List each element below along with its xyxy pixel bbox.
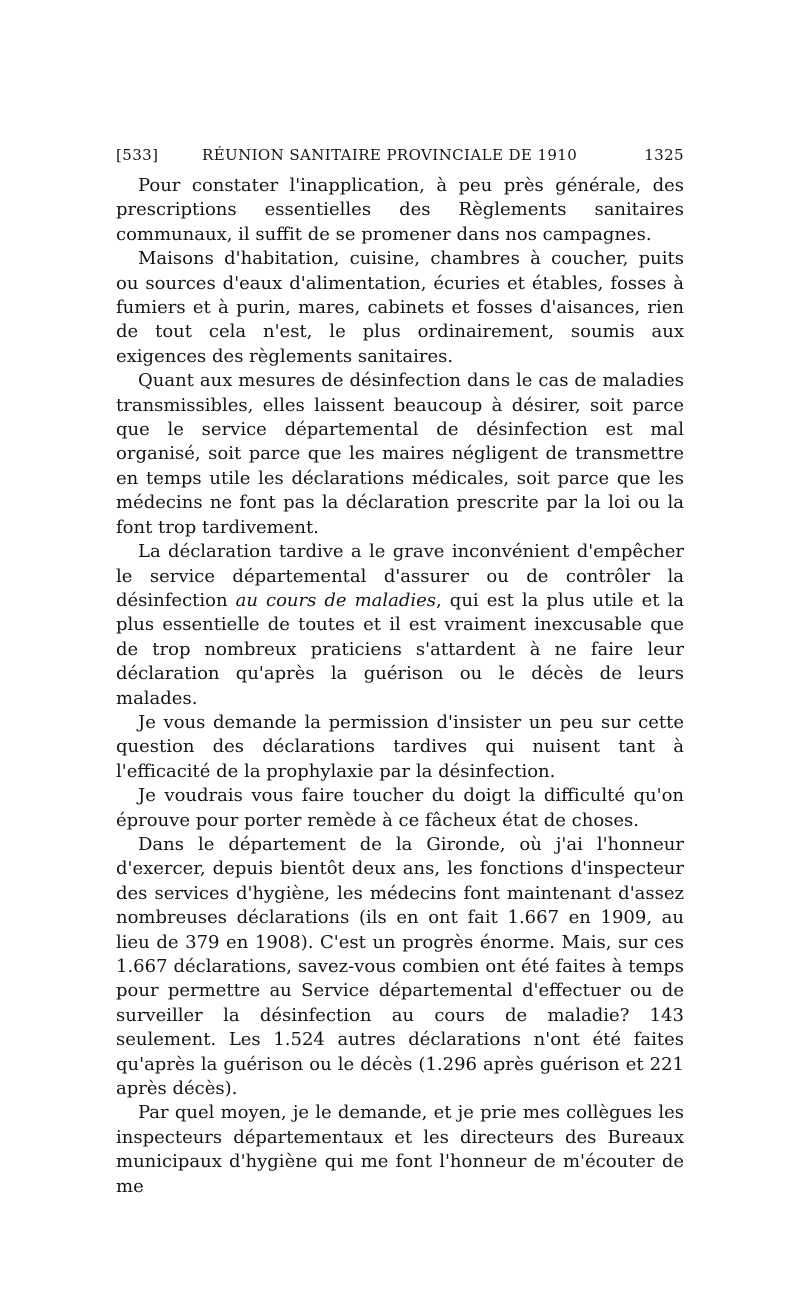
section-reference: [533]: [116, 146, 159, 164]
paragraph: Pour constater l'inapplication, à peu près générale, des prescriptions essentielles des Règlements sanitaires communaux, il suffit de se promener dans nos campagnes.: [116, 175, 684, 245]
running-title: RÉUNION SANITAIRE PROVINCIALE DE 1910: [202, 146, 578, 164]
paragraph: Quant aux mesures de désinfection dans le cas de maladies transmissibles, elles laissent beaucoup à désirer, soit parce que le service départemental de désinfection est mal organisé, soit parce que les maires négligent de transmettre en temps utile les déclarations médicales, soit parce que les médecins ne font pas la déclaration prescrite par la loi ou la font trop tardivement.: [116, 370, 684, 538]
paragraph: Dans le département de la Gironde, où j'ai l'honneur d'exercer, depuis bientôt deux ans, les fonctions d'inspecteur des services d'hygiène, les médecins font maintenant d'assez nombreuses déclarations (ils en ont fait 1.667 en 1909, au lieu de 379 en 1908). C'est un progrès énorme. Mais, sur ces 1.667 déclarations, savez-vous combien ont été faites à temps pour permettre au Service départemental d'effectuer ou de surveiller la désinfection au cours de maladie? 143 seulement. Les 1.524 autres déclarations n'ont été faites qu'après la guérison ou le décès (1.296 après guérison et 221 après décès).: [116, 833, 684, 1100]
paragraph: [116, 540, 684, 711]
paragraph-text: La déclaration tardive a le grave inconvénient d'empêcher le service départemental d'assurer ou de contrôler la désinfection: [116, 541, 684, 611]
paragraph-text: , qui est la plus utile et la plus essentielle de toutes et il est vraiment inexcusable que de trop nombreux praticiens s'attardent à ne faire leur déclaration qu'après la guérison ou le décès de leurs malades.: [116, 589, 684, 709]
running-head: [116, 146, 684, 170]
page: [116, 146, 684, 1199]
paragraph: Je voudrais vous faire toucher du doigt la difficulté qu'on éprouve pour porter remède à ce fâcheux état de choses.: [116, 785, 684, 831]
paragraph: Par quel moyen, je le demande, et je prie mes collègues les inspecteurs départementaux et les directeurs des Bureaux municipaux d'hygiène qui me font l'honneur de m'écouter de me: [116, 1102, 684, 1197]
body-text: [116, 174, 684, 1199]
paragraph: Je vous demande la permission d'insister un peu sur cette question des déclarations tardives qui nuisent tant à l'efficacité de la prophylaxie par la désinfection.: [116, 711, 684, 782]
paragraph: Maisons d'habitation, cuisine, chambres à coucher, puits ou sources d'eaux d'alimentation, écuries et étables, fosses à fumiers et à purin, mares, cabinets et fosses d'aisances, rien de tout cela n'est, le plus ordinairement, soumis aux exigences des règlements sanitaires.: [116, 248, 684, 367]
page-number: 1325: [644, 146, 684, 164]
emphasized-text: au cours de maladies: [235, 589, 437, 611]
